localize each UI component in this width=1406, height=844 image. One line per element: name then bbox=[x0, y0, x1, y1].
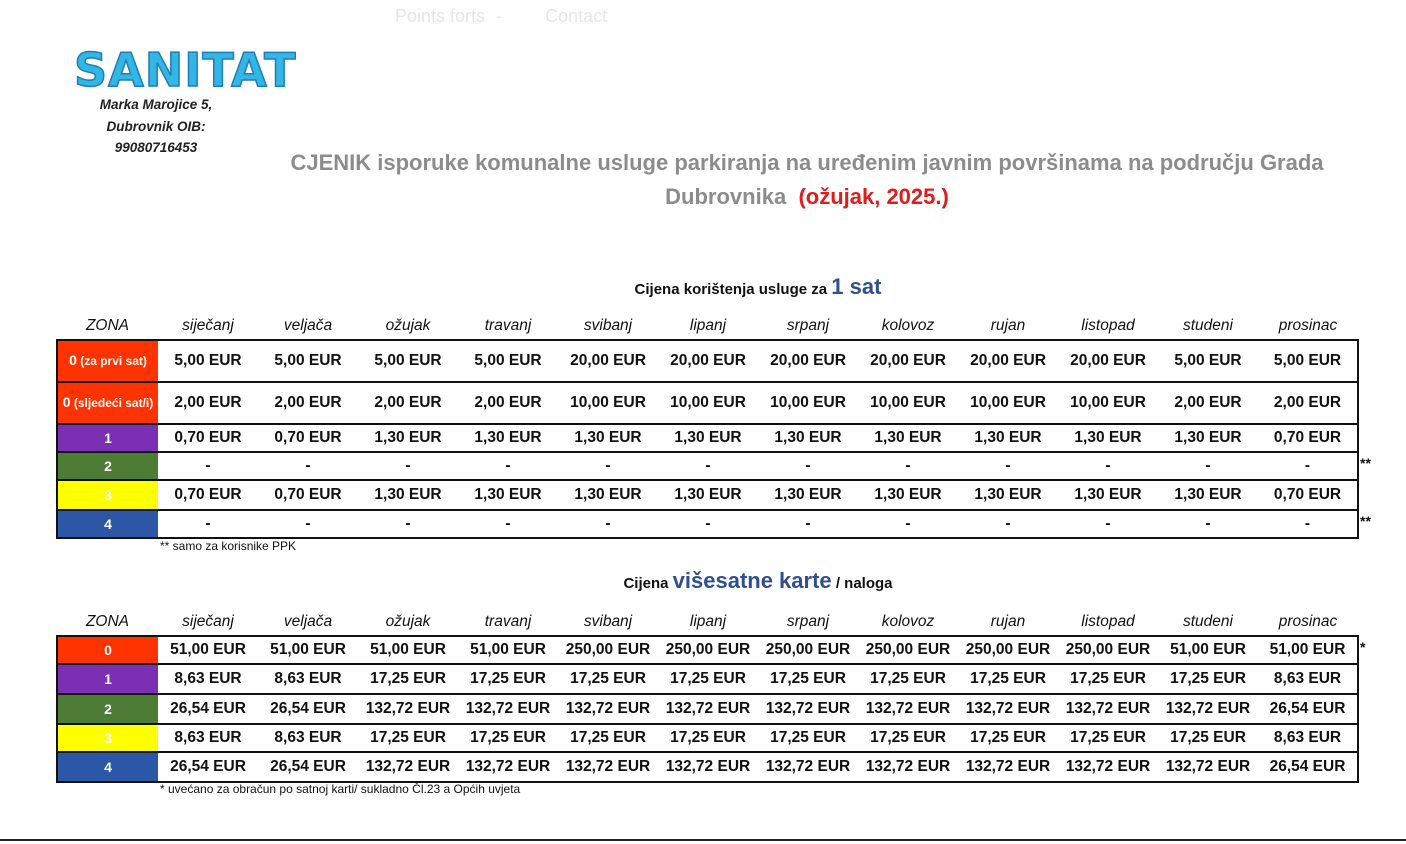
table1-caption-highlight: 1 sat bbox=[831, 274, 882, 299]
zone-label: 1 bbox=[104, 429, 112, 446]
price-cell: - bbox=[1105, 515, 1111, 532]
price-cell: 8,63 EUR bbox=[274, 670, 342, 687]
price-cell: 2,00 EUR bbox=[374, 394, 442, 411]
price-cell: 10,00 EUR bbox=[570, 394, 646, 411]
price-cell: 26,54 EUR bbox=[170, 758, 246, 775]
price-cell: 1,30 EUR bbox=[774, 486, 842, 503]
table2-caption-prefix: Cijena bbox=[623, 575, 669, 592]
price-cell: 1,30 EUR bbox=[474, 486, 542, 503]
price-cell: - bbox=[1005, 515, 1011, 532]
price-cell: 26,54 EUR bbox=[170, 700, 246, 717]
price-cell: 132,72 EUR bbox=[865, 758, 951, 775]
zone-cell bbox=[57, 510, 158, 538]
price-cell: 0,70 EUR bbox=[174, 429, 242, 446]
price-cell: 5,00 EUR bbox=[1273, 352, 1342, 369]
price-cell: - bbox=[505, 515, 511, 532]
price-cell: 250,00 EUR bbox=[1065, 641, 1151, 658]
price-cell: 132,72 EUR bbox=[865, 700, 951, 717]
month-header-10: studeni bbox=[1183, 613, 1233, 630]
price-cell: 1,30 EUR bbox=[674, 486, 742, 503]
price-cell: 8,63 EUR bbox=[1273, 729, 1342, 746]
month-header-5: lipanj bbox=[689, 317, 727, 334]
price-cell: 26,54 EUR bbox=[1269, 700, 1346, 717]
table2-caption-highlight: višesatne karte bbox=[672, 568, 832, 593]
price-cell: 17,25 EUR bbox=[770, 670, 846, 687]
zone-label: 0 bbox=[62, 394, 71, 410]
table-row bbox=[57, 340, 1358, 382]
month-header-6: srpanj bbox=[786, 613, 830, 630]
price-cell: 132,72 EUR bbox=[365, 700, 451, 717]
zone-label: 3 bbox=[104, 729, 112, 746]
price-cell: 26,54 EUR bbox=[270, 700, 346, 717]
table1-footnote: ** samo za korisnike PPK bbox=[160, 539, 297, 553]
price-cell: 132,72 EUR bbox=[765, 700, 851, 717]
price-cell: 17,25 EUR bbox=[970, 729, 1046, 746]
price-cell: 2,00 EUR bbox=[474, 394, 542, 411]
title-line-1: CJENIK isporuke komunalne usluge parkiranja na uređenim javnim površinama na području Grada bbox=[290, 150, 1324, 175]
price-cell: 0,70 EUR bbox=[274, 429, 342, 446]
price-cell: 250,00 EUR bbox=[565, 641, 651, 658]
month-header-10: studeni bbox=[1183, 317, 1233, 334]
zone-label: 0 bbox=[69, 352, 77, 368]
price-cell: 1,30 EUR bbox=[1074, 486, 1142, 503]
price-cell: 17,25 EUR bbox=[670, 729, 746, 746]
price-cell: 17,25 EUR bbox=[570, 670, 646, 687]
table-row bbox=[57, 694, 1358, 724]
price-cell: - bbox=[405, 457, 411, 474]
price-cell: 17,25 EUR bbox=[570, 729, 646, 746]
document-title bbox=[262, 146, 1352, 214]
price-cell: 2,00 EUR bbox=[1174, 394, 1242, 411]
price-cell: 2,00 EUR bbox=[174, 394, 242, 411]
zone-column-header: ZONA bbox=[85, 317, 130, 334]
price-cell: 26,54 EUR bbox=[270, 758, 346, 775]
price-cell: 250,00 EUR bbox=[665, 641, 751, 658]
zone-cell bbox=[57, 382, 158, 424]
zone-cell bbox=[57, 694, 158, 724]
price-cell: - bbox=[205, 457, 211, 474]
month-header-8: rujan bbox=[990, 613, 1026, 630]
nav-link-points-forts[interactable]: Points forts bbox=[395, 6, 486, 26]
price-cell: 10,00 EUR bbox=[770, 394, 846, 411]
price-cell: - bbox=[205, 515, 211, 532]
month-header-0: siječanj bbox=[182, 613, 234, 630]
zone-cell bbox=[57, 724, 158, 752]
month-header-0: siječanj bbox=[182, 317, 234, 334]
price-cell: 1,30 EUR bbox=[574, 429, 642, 446]
price-cell: 2,00 EUR bbox=[1273, 394, 1342, 411]
nav-separator: - bbox=[496, 6, 503, 26]
price-cell: 1,30 EUR bbox=[374, 486, 442, 503]
zone-label: 1 bbox=[104, 670, 112, 687]
zone-sublabel: (sljedeći sat/i) bbox=[70, 396, 154, 410]
price-cell: 17,25 EUR bbox=[870, 729, 946, 746]
month-header-11: prosinac bbox=[1278, 317, 1338, 334]
table-row bbox=[57, 752, 1358, 782]
zone-sublabel: (za prvi sat) bbox=[76, 354, 147, 368]
price-cell: 0,70 EUR bbox=[174, 486, 242, 503]
price-cell: 17,25 EUR bbox=[1170, 670, 1246, 687]
price-cell: 20,00 EUR bbox=[570, 352, 646, 369]
price-cell: - bbox=[305, 457, 311, 474]
zone-cell bbox=[57, 340, 158, 382]
price-cell: 5,00 EUR bbox=[1174, 352, 1242, 369]
month-header-6: srpanj bbox=[786, 317, 830, 334]
table1-body bbox=[57, 340, 1358, 538]
table-row bbox=[57, 636, 1358, 664]
price-cell: - bbox=[605, 457, 611, 474]
price-cell: 0,70 EUR bbox=[1273, 486, 1342, 503]
zone-label: 0 bbox=[104, 641, 112, 658]
zone-cell bbox=[57, 752, 158, 782]
table2-caption bbox=[400, 568, 1116, 594]
price-cell: 132,72 EUR bbox=[965, 700, 1051, 717]
price-cell: 5,00 EUR bbox=[374, 352, 442, 369]
title-city: Dubrovnika bbox=[665, 184, 787, 209]
price-cell: 1,30 EUR bbox=[974, 429, 1042, 446]
month-header-4: svibanj bbox=[583, 613, 633, 630]
price-cell: 0,70 EUR bbox=[274, 486, 342, 503]
company-address bbox=[86, 94, 226, 159]
address-line-3: 99080716453 bbox=[114, 140, 198, 155]
price-cell: 8,63 EUR bbox=[274, 729, 342, 746]
price-cell: - bbox=[705, 457, 711, 474]
price-cell: 17,25 EUR bbox=[470, 670, 546, 687]
price-cell: 1,30 EUR bbox=[874, 486, 942, 503]
price-cell: 51,00 EUR bbox=[270, 641, 346, 658]
price-cell: 10,00 EUR bbox=[870, 394, 946, 411]
price-cell: - bbox=[805, 457, 811, 474]
price-cell: - bbox=[1005, 457, 1011, 474]
month-header-5: lipanj bbox=[689, 613, 727, 630]
price-cell: 1,30 EUR bbox=[374, 429, 442, 446]
month-header-7: kolovoz bbox=[881, 317, 935, 334]
price-cell: 8,63 EUR bbox=[1273, 670, 1342, 687]
price-cell: - bbox=[305, 515, 311, 532]
top-navigation bbox=[395, 6, 607, 27]
price-cell: 20,00 EUR bbox=[770, 352, 846, 369]
price-cell: 17,25 EUR bbox=[470, 729, 546, 746]
price-cell: - bbox=[1205, 515, 1211, 532]
price-cell: 8,63 EUR bbox=[174, 670, 242, 687]
zone-cell bbox=[57, 424, 158, 452]
price-cell: - bbox=[605, 515, 611, 532]
price-cell: 10,00 EUR bbox=[670, 394, 746, 411]
price-cell: 132,72 EUR bbox=[465, 700, 551, 717]
month-header-11: prosinac bbox=[1278, 613, 1338, 630]
nav-link-contact[interactable]: Contact bbox=[545, 6, 608, 26]
price-cell: 2,00 EUR bbox=[274, 394, 342, 411]
price-cell: - bbox=[905, 457, 911, 474]
price-cell: 17,25 EUR bbox=[870, 670, 946, 687]
price-cell: 17,25 EUR bbox=[1070, 729, 1146, 746]
price-cell: 250,00 EUR bbox=[965, 641, 1051, 658]
month-header-9: listopad bbox=[1081, 613, 1135, 630]
price-cell: 132,72 EUR bbox=[565, 758, 651, 775]
price-cell: 1,30 EUR bbox=[874, 429, 942, 446]
price-cell: 1,30 EUR bbox=[1174, 486, 1242, 503]
price-cell: 1,30 EUR bbox=[674, 429, 742, 446]
price-cell: - bbox=[505, 457, 511, 474]
price-cell: - bbox=[1304, 457, 1311, 474]
month-header-3: travanj bbox=[484, 317, 532, 334]
table-row bbox=[57, 510, 1358, 538]
price-cell: 250,00 EUR bbox=[765, 641, 851, 658]
price-cell: 26,54 EUR bbox=[1269, 758, 1346, 775]
zone-cell bbox=[57, 636, 158, 664]
price-cell: 51,00 EUR bbox=[370, 641, 446, 658]
price-cell: - bbox=[805, 515, 811, 532]
zone-label: 4 bbox=[104, 758, 112, 775]
price-cell: 20,00 EUR bbox=[670, 352, 746, 369]
table-row bbox=[57, 382, 1358, 424]
price-cell: 20,00 EUR bbox=[870, 352, 946, 369]
zone-label: 2 bbox=[104, 457, 112, 474]
month-header-1: veljača bbox=[283, 317, 333, 334]
table2-caption-suffix: / naloga bbox=[835, 575, 893, 592]
price-cell: 8,63 EUR bbox=[174, 729, 242, 746]
month-header-2: ožujak bbox=[385, 317, 431, 334]
price-cell: 1,30 EUR bbox=[574, 486, 642, 503]
zone-label: 2 bbox=[104, 700, 112, 717]
table1-header bbox=[57, 313, 1358, 340]
price-cell: 132,72 EUR bbox=[465, 758, 551, 775]
price-cell: 51,00 EUR bbox=[1269, 641, 1346, 658]
logo-text: SANITAT bbox=[74, 43, 297, 96]
table1-caption-prefix: Cijena korištenja usluge za bbox=[634, 281, 828, 298]
month-header-9: listopad bbox=[1081, 317, 1135, 334]
table-row bbox=[57, 480, 1358, 510]
table1-caption bbox=[400, 274, 1116, 300]
sanitat-logo bbox=[70, 40, 310, 96]
price-cell: 132,72 EUR bbox=[1165, 758, 1251, 775]
table-row bbox=[57, 424, 1358, 452]
zone-cell bbox=[57, 452, 158, 480]
price-cell: 17,25 EUR bbox=[670, 670, 746, 687]
price-cell: 10,00 EUR bbox=[970, 394, 1046, 411]
table2-header bbox=[57, 609, 1358, 636]
price-cell: 250,00 EUR bbox=[865, 641, 951, 658]
month-header-4: svibanj bbox=[583, 317, 633, 334]
row-footnote-marker: * bbox=[1360, 639, 1366, 655]
price-cell: 132,72 EUR bbox=[565, 700, 651, 717]
price-cell: 1,30 EUR bbox=[1074, 429, 1142, 446]
price-cell: - bbox=[1304, 515, 1311, 532]
multi-hour-ticket-table bbox=[56, 609, 1359, 783]
table-row bbox=[57, 724, 1358, 752]
price-cell: 17,25 EUR bbox=[970, 670, 1046, 687]
zone-label: 3 bbox=[104, 486, 112, 503]
price-cell: 1,30 EUR bbox=[474, 429, 542, 446]
table-row bbox=[57, 664, 1358, 694]
table-row bbox=[57, 452, 1358, 480]
price-cell: - bbox=[705, 515, 711, 532]
price-cell: - bbox=[405, 515, 411, 532]
price-cell: 0,70 EUR bbox=[1273, 429, 1342, 446]
table2-body bbox=[57, 636, 1358, 782]
price-cell: 20,00 EUR bbox=[1070, 352, 1146, 369]
price-cell: 132,72 EUR bbox=[765, 758, 851, 775]
price-cell: 51,00 EUR bbox=[1170, 641, 1246, 658]
price-cell: 5,00 EUR bbox=[474, 352, 542, 369]
price-cell: 5,00 EUR bbox=[174, 352, 242, 369]
zone-cell bbox=[57, 664, 158, 694]
zone-label: 4 bbox=[104, 515, 112, 532]
price-cell: 132,72 EUR bbox=[1065, 758, 1151, 775]
bottom-divider bbox=[0, 839, 1406, 841]
price-cell: 17,25 EUR bbox=[770, 729, 846, 746]
price-cell: 20,00 EUR bbox=[970, 352, 1046, 369]
price-cell: 132,72 EUR bbox=[1165, 700, 1251, 717]
price-cell: 132,72 EUR bbox=[665, 758, 751, 775]
price-cell: 51,00 EUR bbox=[170, 641, 246, 658]
price-cell: - bbox=[1105, 457, 1111, 474]
zone-column-header: ZONA bbox=[85, 613, 130, 630]
month-header-8: rujan bbox=[990, 317, 1026, 334]
address-line-2: Dubrovnik OIB: bbox=[106, 118, 206, 134]
price-cell: - bbox=[905, 515, 911, 532]
title-date: (ožujak, 2025.) bbox=[798, 184, 949, 209]
zone-cell bbox=[57, 480, 158, 510]
title-line-2 bbox=[262, 180, 1352, 214]
row-footnote-marker: ** bbox=[1360, 513, 1371, 529]
price-cell: 132,72 EUR bbox=[965, 758, 1051, 775]
price-cell: 1,30 EUR bbox=[1174, 429, 1242, 446]
hourly-price-table bbox=[56, 313, 1359, 539]
price-cell: 17,25 EUR bbox=[370, 670, 446, 687]
row-footnote-marker: ** bbox=[1360, 455, 1371, 471]
address-line-1: Marka Marojice 5, bbox=[99, 97, 213, 112]
month-header-1: veljača bbox=[283, 613, 333, 630]
month-header-2: ožujak bbox=[385, 613, 431, 630]
month-header-3: travanj bbox=[484, 613, 532, 630]
price-cell: 132,72 EUR bbox=[665, 700, 751, 717]
price-cell: - bbox=[1205, 457, 1211, 474]
price-cell: 51,00 EUR bbox=[470, 641, 546, 658]
price-cell: 1,30 EUR bbox=[774, 429, 842, 446]
price-cell: 17,25 EUR bbox=[370, 729, 446, 746]
table2-footnote: * uvećano za obračun po satnoj karti/ sukladno Čl.23 a Općih uvjeta bbox=[160, 782, 521, 796]
price-cell: 132,72 EUR bbox=[365, 758, 451, 775]
price-cell: 17,25 EUR bbox=[1070, 670, 1146, 687]
price-cell: 132,72 EUR bbox=[1065, 700, 1151, 717]
month-header-7: kolovoz bbox=[881, 613, 935, 630]
price-cell: 1,30 EUR bbox=[974, 486, 1042, 503]
price-cell: 5,00 EUR bbox=[274, 352, 342, 369]
price-cell: 17,25 EUR bbox=[1170, 729, 1246, 746]
price-cell: 10,00 EUR bbox=[1070, 394, 1146, 411]
